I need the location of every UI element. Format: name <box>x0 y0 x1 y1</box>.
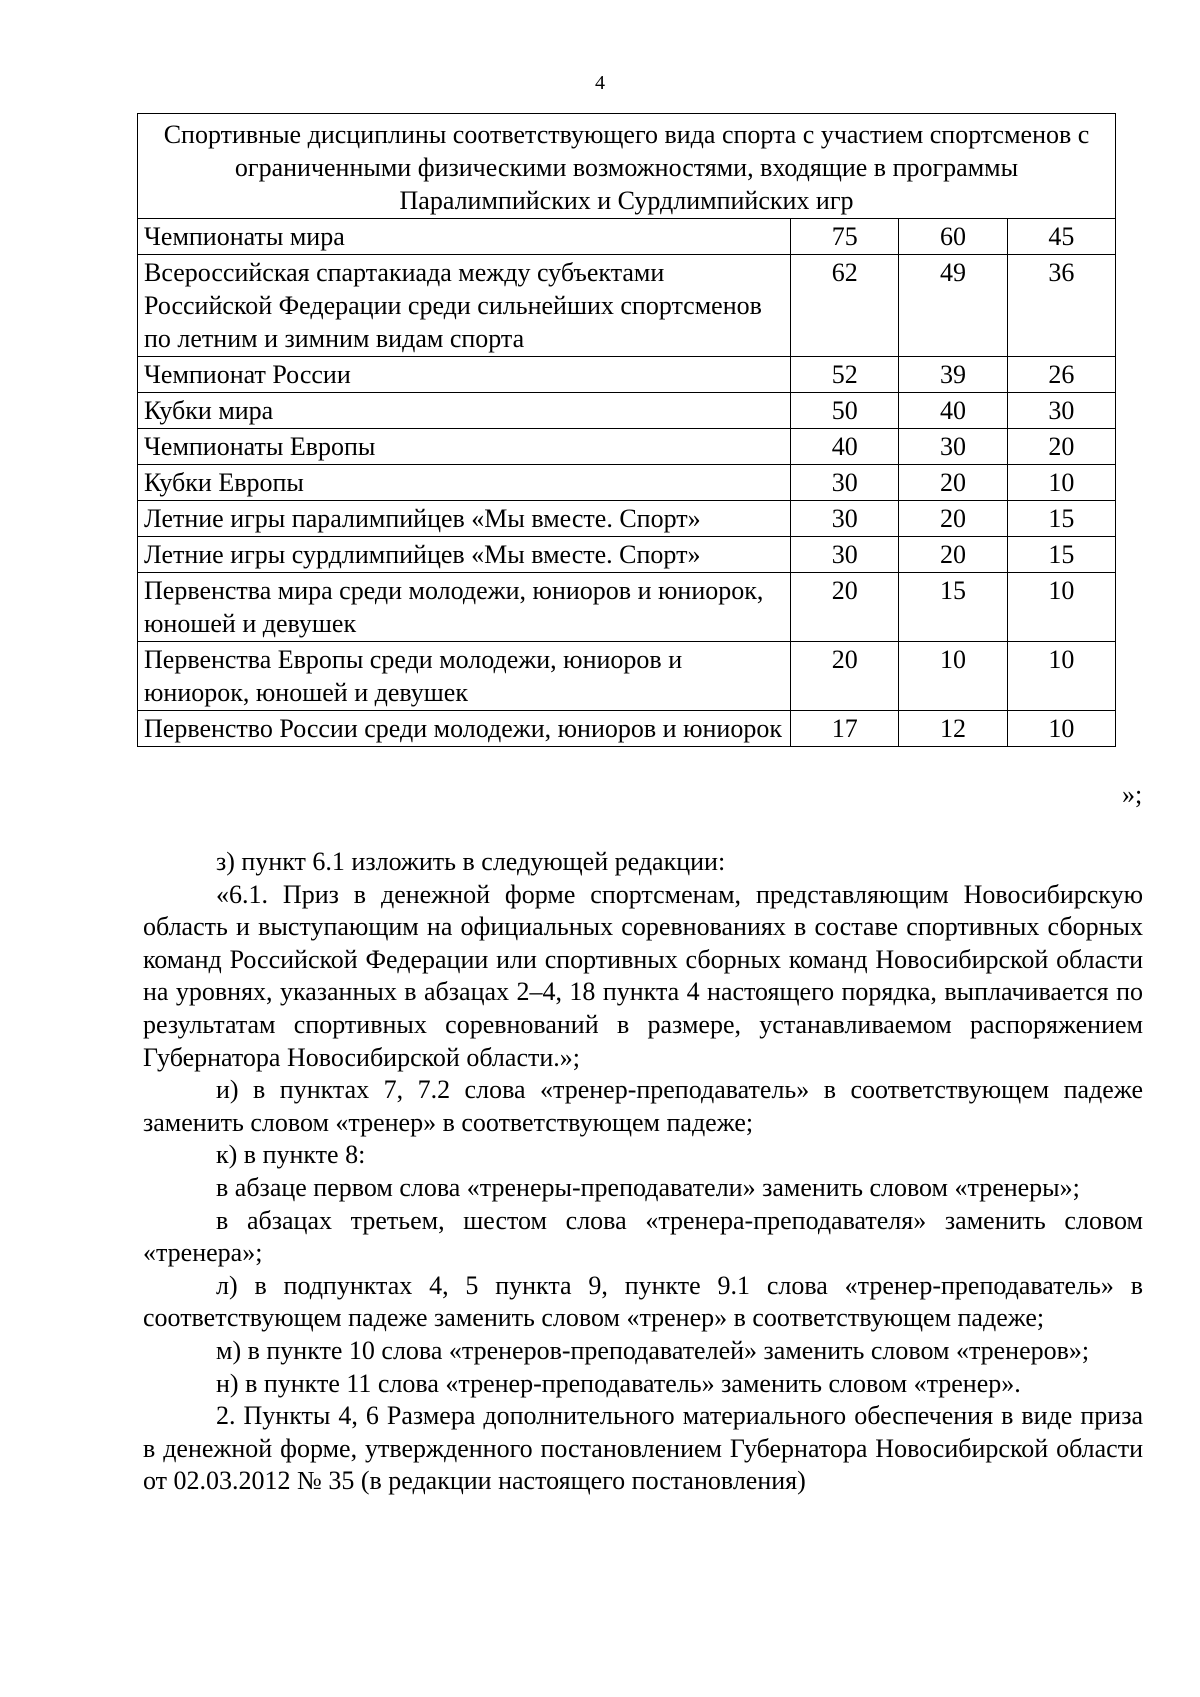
prize-value-cell-2: 30 <box>899 429 1007 465</box>
prize-value-cell-2: 15 <box>899 573 1007 642</box>
prize-value-cell-3: 26 <box>1007 357 1115 393</box>
table-section-header: Спортивные дисциплины соответствующего вида спорта с участием спортсменов с ограниченными физическими возможностями, входящие в программы Паралимпийских и Сурдлимпийских игр <box>138 114 1116 219</box>
competition-name-cell: Чемпионат России <box>138 357 791 393</box>
prize-value-cell-1: 20 <box>791 573 899 642</box>
competition-name-cell: Чемпионаты Европы <box>138 429 791 465</box>
prize-value-cell-1: 30 <box>791 465 899 501</box>
table-row <box>138 219 1116 255</box>
table-row <box>138 573 1116 642</box>
prize-value-cell-3: 36 <box>1007 255 1115 357</box>
prize-value-cell-2: 10 <box>899 642 1007 711</box>
competition-name-cell: Кубки Европы <box>138 465 791 501</box>
table-row <box>138 357 1116 393</box>
table-row <box>138 501 1116 537</box>
table-row <box>138 537 1116 573</box>
page-number: 4 <box>595 72 605 94</box>
competition-name-cell: Всероссийская спартакиада между субъектами Российской Федерации среди сильнейших спортсменов по летним и зимним видам спорта <box>138 255 791 357</box>
prize-value-cell-1: 20 <box>791 642 899 711</box>
competition-name-cell: Первенство России среди молодежи, юниоров и юниорок <box>138 711 791 747</box>
table-row <box>138 465 1116 501</box>
prize-value-cell-3: 30 <box>1007 393 1115 429</box>
paragraph: м) в пункте 10 слова «тренеров-преподавателей» заменить словом «тренеров»; <box>216 1335 1090 1365</box>
table-row <box>138 255 1116 357</box>
prize-value-cell-1: 30 <box>791 537 899 573</box>
prize-value-cell-1: 50 <box>791 393 899 429</box>
competition-name-cell: Летние игры сурдлимпийцев «Мы вместе. Спорт» <box>138 537 791 573</box>
prize-value-cell-2: 40 <box>899 393 1007 429</box>
prize-value-cell-1: 75 <box>791 219 899 255</box>
prize-value-cell-2: 12 <box>899 711 1007 747</box>
prize-value-cell-2: 39 <box>899 357 1007 393</box>
prize-value-cell-3: 20 <box>1007 429 1115 465</box>
prize-value-cell-1: 17 <box>791 711 899 747</box>
paragraph: в абзацах третьем, шестом слова «тренера-преподавателя» заменить словом «тренера»; <box>143 1205 1143 1268</box>
paragraph: 2. Пункты 4, 6 Размера дополнительного материального обеспечения в виде приза в денежной форме, утвержденного постановлением Губернатора Новосибирской области от 02.03.2012 № 35 (в редакции настоящего постановления) <box>143 1401 1143 1496</box>
paragraph: в абзаце первом слова «тренеры-преподаватели» заменить словом «тренеры»; <box>216 1172 1080 1202</box>
table-row <box>138 642 1116 711</box>
competition-name-cell: Кубки мира <box>138 393 791 429</box>
prize-value-cell-2: 49 <box>899 255 1007 357</box>
closing-quote: »; <box>1122 780 1143 809</box>
prize-value-cell-1: 40 <box>791 429 899 465</box>
table-row <box>138 711 1116 747</box>
table-row <box>138 429 1116 465</box>
prize-value-cell-2: 20 <box>899 465 1007 501</box>
paragraph: к) в пункте 8: <box>216 1140 366 1170</box>
competition-name-cell: Первенства мира среди молодежи, юниоров и юниорок, юношей и девушек <box>138 573 791 642</box>
prize-table-body <box>138 114 1116 747</box>
prize-value-cell-2: 20 <box>899 537 1007 573</box>
prize-value-cell-1: 30 <box>791 501 899 537</box>
prize-value-cell-2: 20 <box>899 501 1007 537</box>
table-section-header-row <box>138 114 1116 219</box>
competition-name-cell: Чемпионаты мира <box>138 219 791 255</box>
prize-value-cell-1: 62 <box>791 255 899 357</box>
prize-table <box>137 113 1116 747</box>
prize-value-cell-3: 10 <box>1007 465 1115 501</box>
paragraph: з) пункт 6.1 изложить в следующей редакции: <box>216 847 726 876</box>
prize-value-cell-3: 15 <box>1007 501 1115 537</box>
prize-value-cell-1: 52 <box>791 357 899 393</box>
prize-value-cell-3: 15 <box>1007 537 1115 573</box>
prize-value-cell-3: 10 <box>1007 642 1115 711</box>
prize-value-cell-2: 60 <box>899 219 1007 255</box>
competition-name-cell: Первенства Европы среди молодежи, юниоров и юниорок, юношей и девушек <box>138 642 791 711</box>
paragraph: л) в подпунктах 4, 5 пункта 9, пункте 9.1 слова «тренер-преподаватель» в соответствующем падеже заменить словом «тренер» в соответствующем падеже; <box>143 1270 1143 1333</box>
table-row <box>138 393 1116 429</box>
paragraph: н) в пункте 11 слова «тренер-преподаватель» заменить словом «тренер». <box>216 1368 1021 1398</box>
prize-value-cell-3: 10 <box>1007 711 1115 747</box>
prize-value-cell-3: 10 <box>1007 573 1115 642</box>
competition-name-cell: Летние игры паралимпийцев «Мы вместе. Спорт» <box>138 501 791 537</box>
prize-value-cell-3: 45 <box>1007 219 1115 255</box>
paragraph: и) в пунктах 7, 7.2 слова «тренер-преподаватель» в соответствующем падеже заменить словом «тренер» в соответствующем падеже; <box>143 1075 1143 1137</box>
document-body <box>143 846 1143 1498</box>
paragraph: «6.1. Приз в денежной форме спортсменам, представляющим Новосибирскую область и выступающим на официальных соревнованиях в составе спортивных сборных команд Российской Федерации или спортивных сборных команд Новосибирской области на уровнях, указанных в абзацах 2–4, 18 пункта 4 настоящего порядка, выплачивается по результатам спортивных соревнований в размере, устанавливаемом распоряжением Губернатора Новосибирской области.»; <box>143 879 1143 1072</box>
